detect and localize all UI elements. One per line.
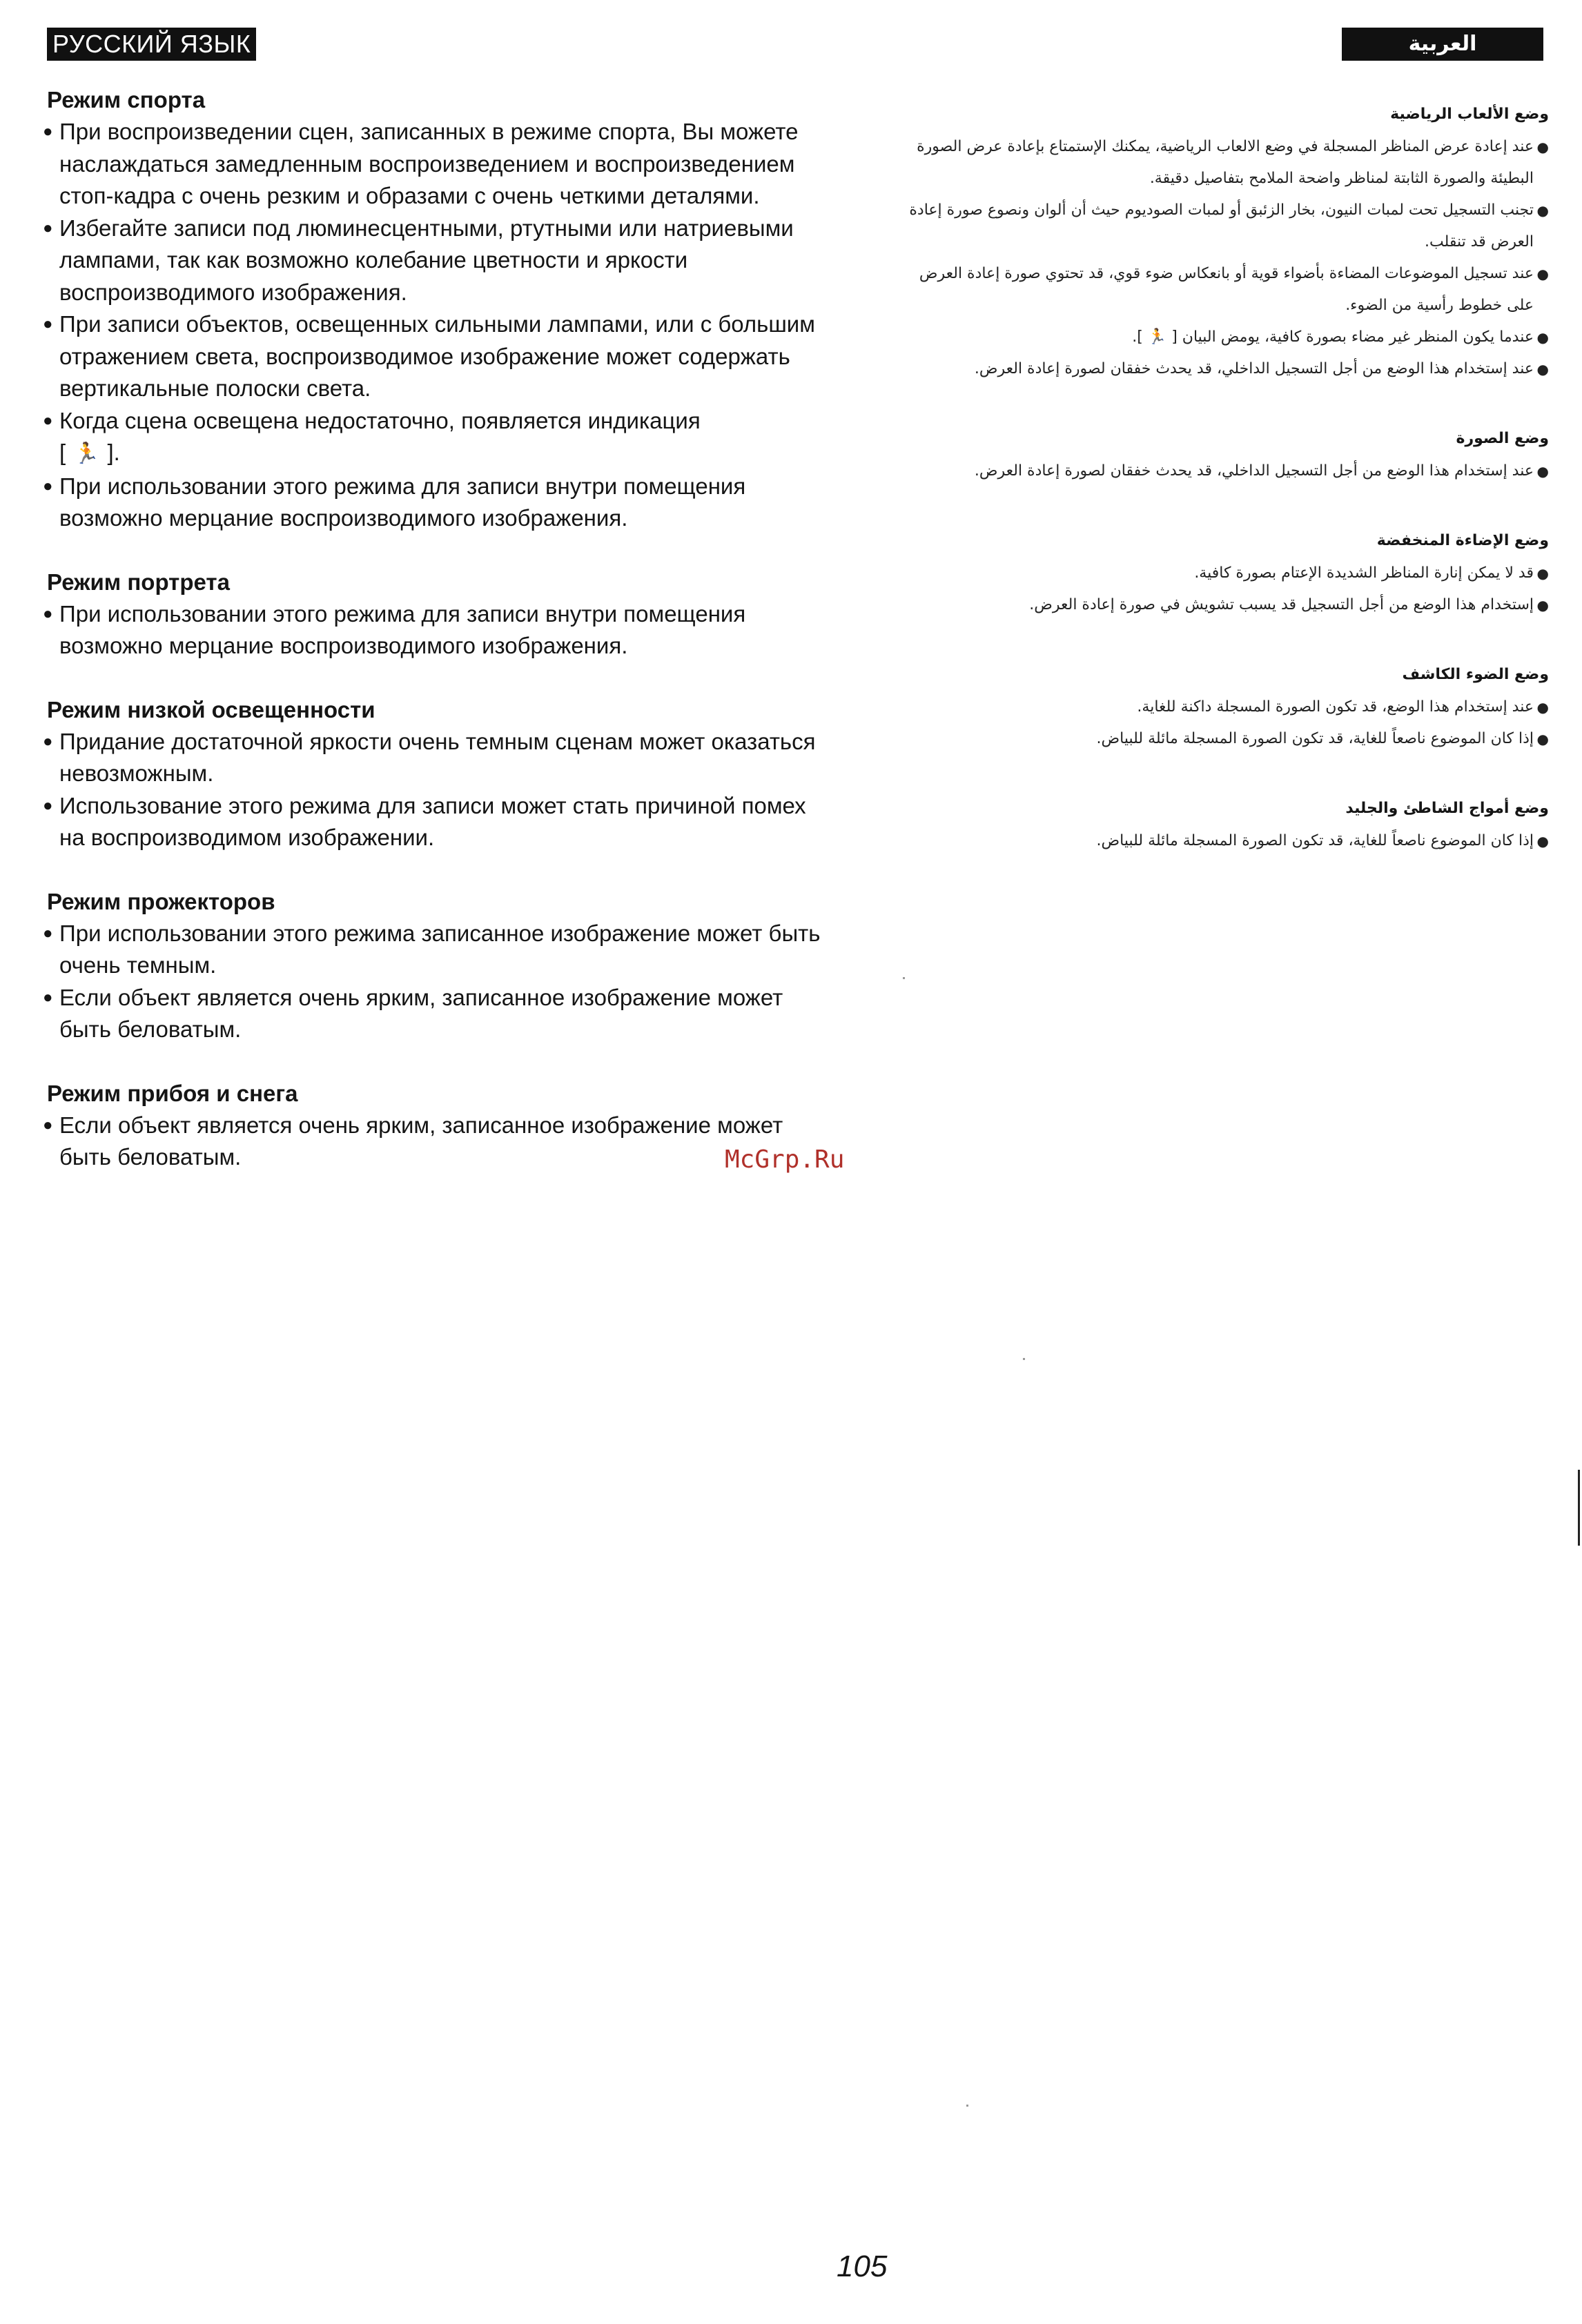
list-item (43, 790, 823, 854)
ar-heading-low-light: وضع الإضاءة المنخفضة (1376, 532, 1549, 549)
ar-heading-surf-snow: وضع أمواج الشاطئ والجليد (1345, 800, 1549, 817)
list-item (897, 195, 1549, 258)
item-text: عند إستخدام هذا الوضع من أجل التسجيل الداخلي، قد يحدث خفقان لصورة إعادة العرض. (974, 462, 1534, 480)
ru-heading-portrait: Режим портрета (47, 569, 230, 595)
arabic-language-tab: العربية (1342, 28, 1543, 61)
item-text: تجنب التسجيل تحت لمبات النيون، بخار الزئبق أو لمبات الصوديوم حيث أن ألوان ونصوع صورة إعادة العرض قد تنقلب. (909, 201, 1534, 250)
item-text: عند تسجيل الموضوعات المضاءة بأضواء قوية أو بانعكاس ضوء قوي، قد تحتوي صورة إعادة العرض على خطوط رأسية من الضوء. (919, 265, 1534, 314)
list-item (43, 726, 823, 790)
ru-heading-low-light: Режим низкой освещенности (47, 696, 375, 722)
ar-list-spotlight (897, 691, 1549, 755)
list-item (43, 116, 823, 213)
list-item (897, 723, 1549, 755)
bullet-icon: ● (1536, 597, 1549, 613)
bullet-icon: ● (43, 796, 53, 815)
scan-edge-mark (1578, 1470, 1580, 1546)
list-item (897, 353, 1549, 385)
list-item (43, 1110, 823, 1174)
ru-list-surf-snow (43, 1110, 823, 1174)
list-item (897, 258, 1549, 322)
list-item (897, 558, 1549, 589)
bullet-icon: ● (1536, 266, 1549, 282)
ru-section-portrait (43, 567, 823, 662)
ru-list-sports (43, 116, 823, 535)
ru-list-spotlight (43, 918, 823, 1046)
running-person-warning-icon: 🏃 (1147, 328, 1167, 346)
bullet-icon: ● (43, 218, 53, 237)
item-text: عندما يكون المنظر غير مضاء بصورة كافية، يومض البيان (1182, 328, 1534, 346)
bullet-icon: ● (1536, 699, 1549, 716)
ar-list-low-light (897, 558, 1549, 621)
item-text: При воспроизведении сцен, записанных в режиме спорта, Вы можете наслаждаться замедленным воспроизведением и воспроизведением стоп-кадра с очень резким и образами с очень четкими деталями. (59, 119, 799, 208)
bullet-icon: ● (1536, 139, 1549, 155)
item-text: قد لا يمكن إنارة المناظر الشديدة الإعتام بصورة كافية. (1194, 564, 1534, 582)
bullet-icon: ● (43, 315, 53, 333)
item-text: عند إستخدام هذا الوضع من أجل التسجيل الداخلي، قد يحدث خفقان لصورة إعادة العرض. (974, 360, 1534, 377)
item-text: Придание достаточной яркости очень темным сценам может оказаться невозможным. (59, 728, 816, 786)
bullet-icon: ● (1536, 463, 1549, 480)
ru-heading-surf-snow: Режим прибоя и снега (47, 1080, 298, 1106)
list-item (43, 471, 823, 535)
bullet-icon: ● (43, 411, 53, 430)
ar-list-portrait (897, 455, 1549, 487)
russian-column (43, 84, 823, 1205)
list-item (897, 691, 1549, 723)
item-text: Использование этого режима для записи может стать причиной помех на воспроизводимом изображении. (59, 792, 806, 850)
ar-section-portrait (897, 425, 1549, 487)
bullet-icon: ● (43, 731, 53, 751)
page-number: 105 (837, 2249, 888, 2283)
item-text: При использовании этого режима записанное изображение может быть очень темным. (59, 920, 821, 978)
russian-language-tab: РУССКИЙ ЯЗЫК (47, 28, 256, 61)
bullet-icon: ● (1536, 731, 1549, 747)
bullet-icon: ● (1536, 361, 1549, 377)
running-person-warning-icon: 🏃 (73, 442, 100, 465)
ar-heading-sports: وضع الألعاب الرياضية (1390, 106, 1549, 123)
list-item (897, 825, 1549, 857)
bullet-icon: ● (43, 987, 53, 1007)
ru-section-spotlight (43, 886, 823, 1046)
list-item (897, 131, 1549, 195)
list-item (43, 598, 823, 662)
ar-list-sports (897, 131, 1549, 385)
bullet-icon: ● (43, 604, 53, 623)
item-text: При использовании этого режима для записи внутри помещения возможно мерцание воспроизводимого изображения. (59, 473, 746, 531)
bullet-icon: ● (1536, 833, 1549, 849)
watermark-text: McGrp.Ru (725, 1145, 845, 1174)
scan-speck (966, 2105, 968, 2107)
ar-heading-portrait: وضع الصورة (1456, 430, 1549, 447)
ar-section-spotlight (897, 661, 1549, 755)
ru-heading-sports: Режим спорта (47, 87, 206, 112)
ru-list-portrait (43, 598, 823, 662)
item-text: عند إعادة عرض المناظر المسجلة في وضع الالعاب الرياضية، يمكنك الإستمتاع بإعادة عرض الصورة البطيئة والصورة الثابتة لمناظر واضحة الملامح بتفاصيل دقيقة. (917, 138, 1534, 187)
bullet-icon: ● (1536, 202, 1549, 219)
scan-speck (903, 977, 905, 979)
ru-section-low-light (43, 694, 823, 854)
bullet-icon: ● (1536, 565, 1549, 582)
ar-section-sports (897, 101, 1549, 385)
item-text: При использовании этого режима для записи внутри помещения возможно мерцание воспроизводимого изображения. (59, 600, 746, 658)
item-text: إذا كان الموضوع ناصعاً للغاية، قد تكون الصورة المسجلة مائلة للبياض. (1096, 730, 1534, 747)
list-item (43, 308, 823, 405)
arabic-column (897, 101, 1549, 897)
ar-section-surf-snow (897, 795, 1549, 857)
item-text: إستخدام هذا الوضع من أجل التسجيل قد يسبب تشويش في صورة إعادة العرض. (1029, 596, 1534, 613)
list-item (43, 213, 823, 309)
ar-section-low-light (897, 527, 1549, 621)
list-item: ● عندما يكون المنظر غير مضاء بصورة كافية، يومض البيان [ 🏃 ]. (897, 322, 1549, 353)
ru-list-low-light (43, 726, 823, 854)
list-item: ● Когда сцена освещена недостаточно, появляется индикация [ 🏃 ]. (43, 405, 823, 471)
item-text: Если объект является очень ярким, записанное изображение может быть беловатым. (59, 984, 783, 1042)
bullet-icon: ● (1536, 329, 1549, 346)
item-text: При записи объектов, освещенных сильными лампами, или с большим отражением света, воспроизводимое изображение может содержать вертикальные полоски света. (59, 311, 815, 401)
ru-heading-spotlight: Режим прожекторов (47, 888, 275, 914)
list-item (43, 918, 823, 982)
item-text: إذا كان الموضوع ناصعاً للغاية، قد تكون الصورة المسجلة مائلة للبياض. (1096, 832, 1534, 849)
item-text: Избегайте записи под люминесцентными, ртутными или натриевыми лампами, так как возможно колебание цветности и яркости воспроизводимого изображения. (59, 215, 794, 305)
bullet-icon: ● (43, 923, 53, 943)
ru-section-sports (43, 84, 823, 535)
ar-heading-spotlight: وضع الضوء الكاشف (1402, 666, 1549, 683)
bullet-icon: ● (43, 122, 53, 141)
ru-section-surf-snow (43, 1078, 823, 1174)
list-item (897, 589, 1549, 621)
item-text: عند إستخدام هذا الوضع، قد تكون الصورة المسجلة داكنة للغاية. (1137, 698, 1534, 716)
bullet-icon: ● (43, 476, 53, 495)
list-item (43, 982, 823, 1046)
item-text: Когда сцена освещена недостаточно, появляется индикация (59, 407, 701, 433)
bullet-icon: ● (43, 1115, 53, 1134)
scan-speck (1023, 1358, 1025, 1360)
list-item (897, 455, 1549, 487)
item-text: Если объект является очень ярким, записанное изображение может быть беловатым. (59, 1112, 783, 1170)
ar-list-surf-snow (897, 825, 1549, 857)
